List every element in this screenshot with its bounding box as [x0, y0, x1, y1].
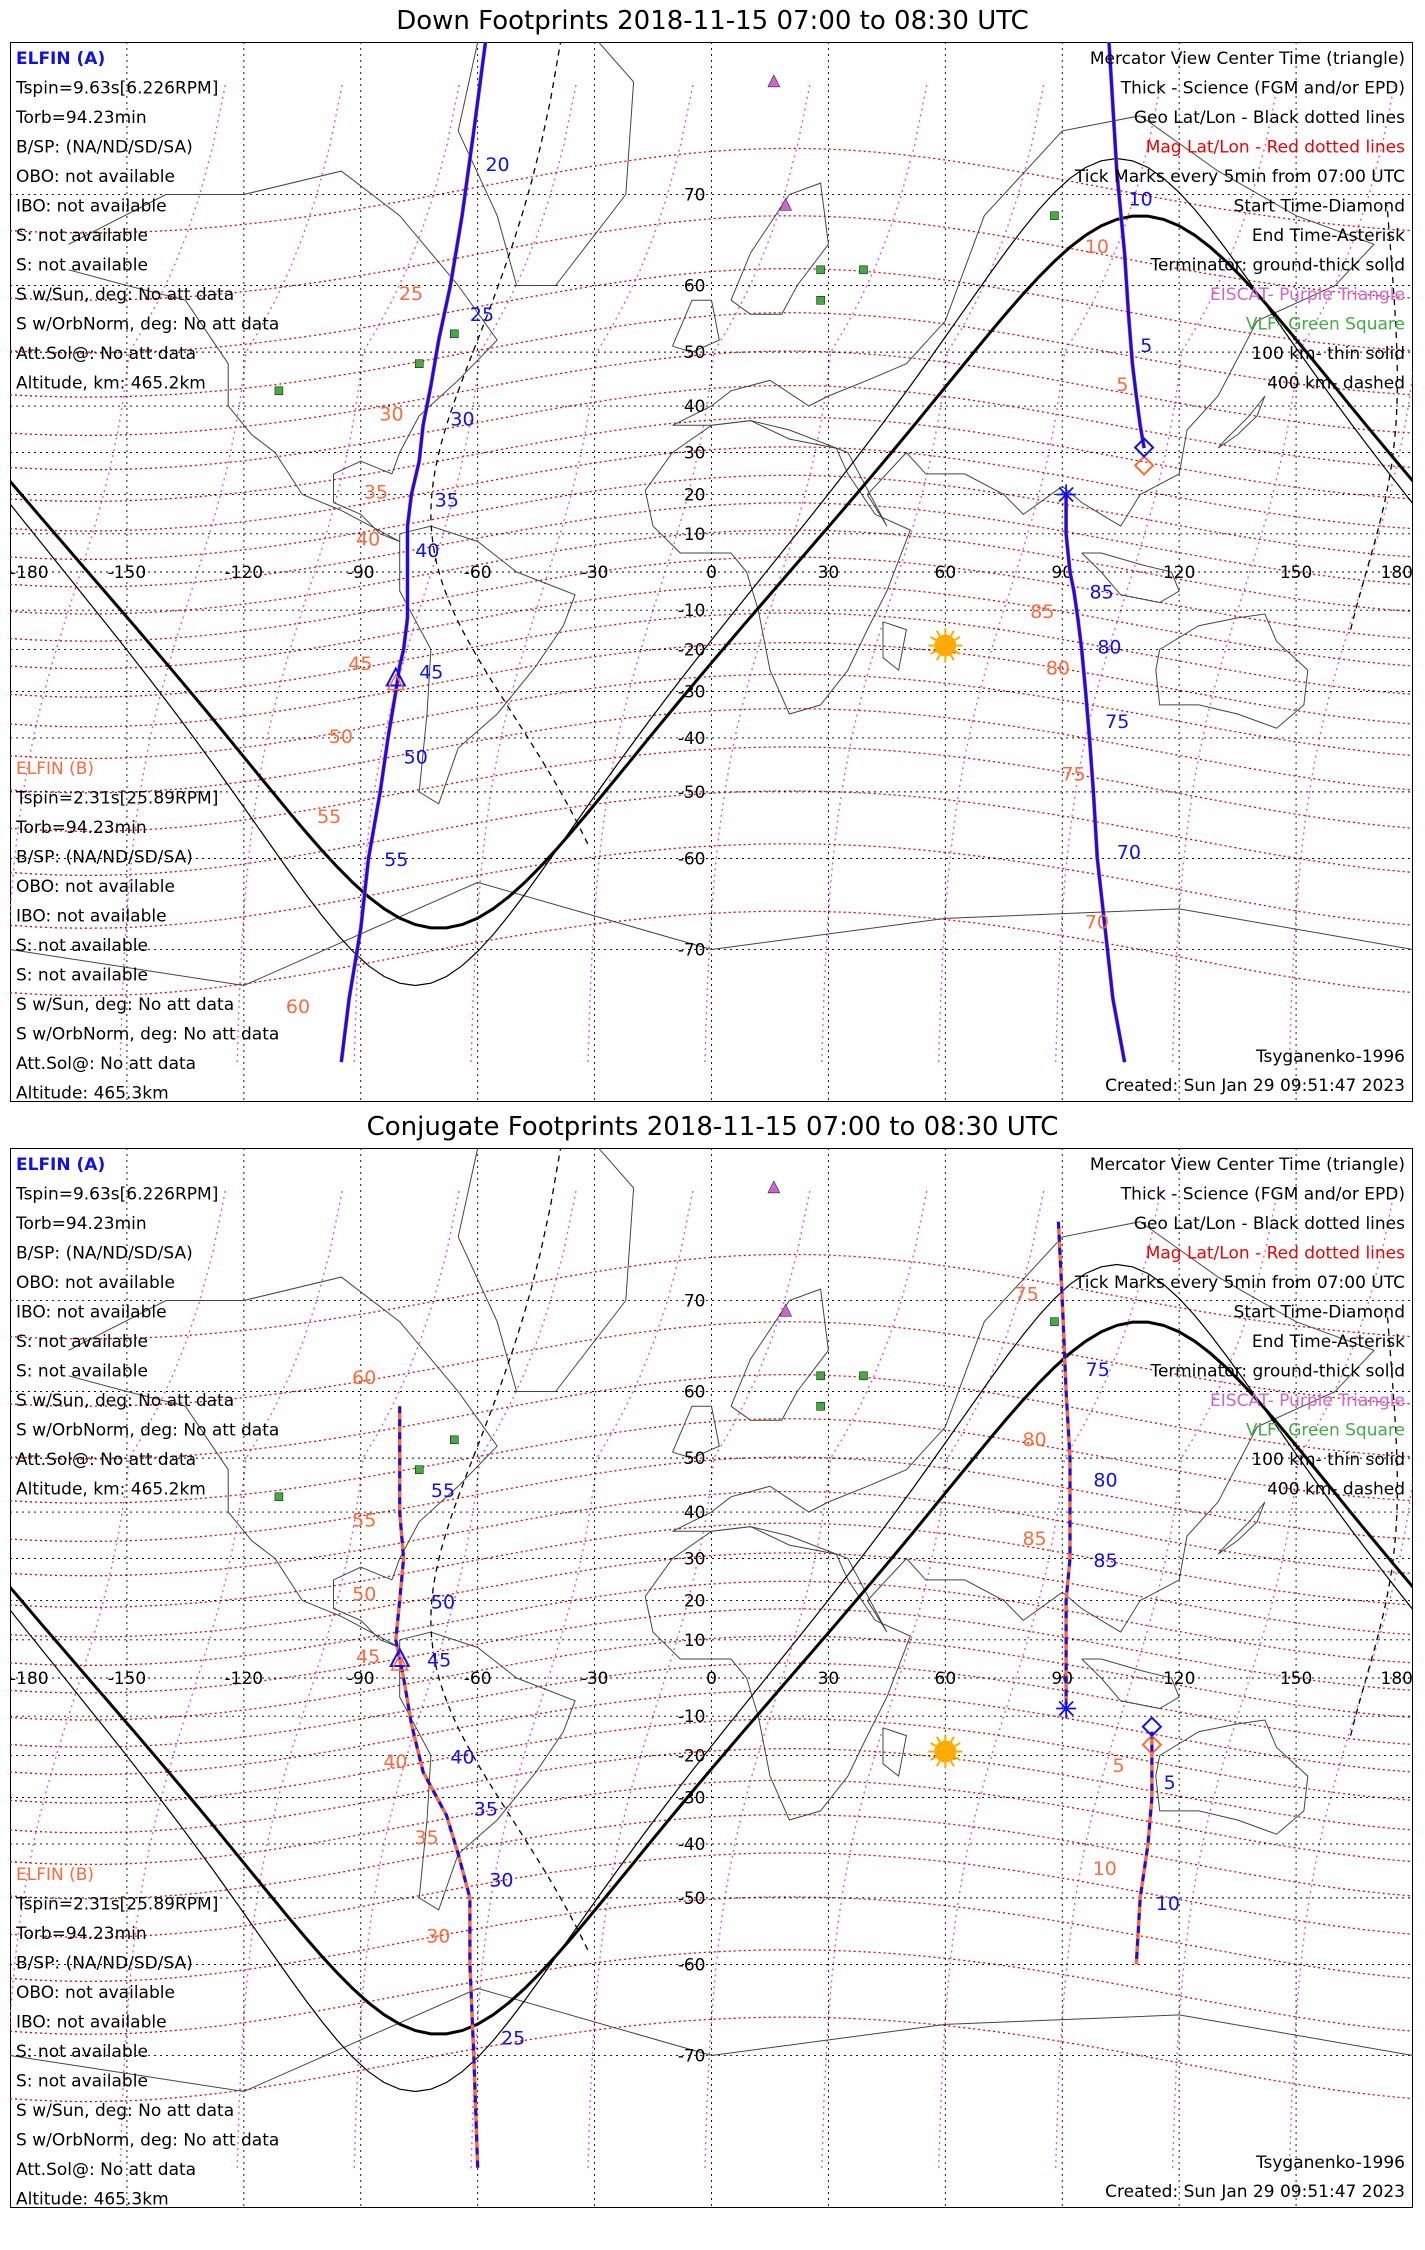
- elfin-a-info-line: Altitude, km: 465.2km: [16, 373, 206, 394]
- elfin-b-tick-label: 5: [1112, 1754, 1125, 1777]
- elfin-a-tick-label: 5: [1163, 1771, 1176, 1794]
- elfin-a-tick-label: 50: [430, 1591, 456, 1614]
- legend-line: Tick Marks every 5min from 07:00 UTC: [1074, 167, 1405, 187]
- legend-line: Thick - Science (FGM and/or EPD): [1120, 78, 1405, 99]
- x-tick-label: -180: [10, 1669, 49, 1689]
- elfin-b-info-line: OBO: not available: [16, 877, 175, 897]
- elfin-a-info-line: ELFIN (A): [16, 1155, 106, 1175]
- elfin-a-info-line: S: not available: [16, 226, 148, 246]
- elfin-b-info-line: Altitude: 465.3km: [16, 2189, 169, 2208]
- elfin-b-tick-label: 50: [328, 725, 353, 748]
- elfin-b-tick-label: 60: [352, 1366, 377, 1389]
- legend-line: 100 km- thin solid: [1251, 1450, 1405, 1470]
- legend-line: Mag Lat/Lon - Red dotted lines: [1145, 137, 1405, 158]
- y-tick-label: -70: [677, 2046, 706, 2067]
- elfin-a-tick-label: 10: [1128, 188, 1153, 211]
- legend-line: Terminator: ground-thick solid: [1150, 1361, 1405, 1382]
- y-tick-label: -50: [677, 1888, 706, 1909]
- y-tick-label: 70: [683, 185, 706, 206]
- legend-line: 100 km- thin solid: [1251, 344, 1405, 364]
- elfin-a-tick-label: 35: [434, 489, 459, 512]
- legend-line: Mag Lat/Lon - Red dotted lines: [1145, 1243, 1405, 1264]
- elfin-b-tick-label: 5: [1116, 373, 1129, 396]
- elfin-a-info-line: B/SP: (NA/ND/SD/SA): [16, 1243, 193, 1264]
- legend-line: Mercator View Center Time (triangle): [1089, 1155, 1405, 1175]
- legend-line: Start Time-Diamond: [1233, 1302, 1405, 1323]
- elfin-a-info-line: S w/OrbNorm, deg: No att data: [16, 1420, 280, 1441]
- elfin-b-tick-label: 30: [379, 403, 404, 426]
- y-tick-label: -60: [677, 1955, 706, 1976]
- vlf-square: [817, 266, 825, 274]
- elfin-a-info-line: S w/Sun, deg: No att data: [16, 285, 235, 305]
- elfin-a-tick-label: 30: [489, 1869, 514, 1892]
- y-tick-label: -30: [677, 1788, 706, 1809]
- elfin-b-tick-label: 85: [1030, 600, 1055, 623]
- elfin-b-tick-label: 80: [1022, 1429, 1047, 1452]
- map-frame-down: [10, 42, 1413, 1102]
- x-tick-label: 60: [934, 563, 957, 583]
- elfin-a-tick-label: 40: [415, 539, 440, 562]
- elfin-b-info-line: ELFIN (B): [16, 1865, 95, 1885]
- y-tick-label: -20: [677, 640, 706, 661]
- elfin-a-info-line: Att.Sol@: No att data: [16, 344, 197, 364]
- elfin-a-tick-label: 30: [450, 408, 475, 431]
- y-tick-label: -70: [677, 940, 706, 961]
- elfin-b-tick-label: 50: [352, 1583, 377, 1606]
- elfin-b-info-line: S: not available: [16, 2071, 148, 2092]
- y-tick-label: -10: [677, 1707, 706, 1728]
- elfin-b-info-line: IBO: not available: [16, 2012, 167, 2033]
- legend-line: End Time-Asterisk: [1251, 226, 1405, 246]
- elfin-a-info-line: Torb=94.23min: [16, 1214, 147, 1234]
- x-tick-label: 120: [1162, 1669, 1196, 1689]
- elfin-a-info-line: OBO: not available: [16, 167, 175, 187]
- elfin-a-info-line: S: not available: [16, 1332, 148, 1352]
- x-tick-label: -120: [224, 1669, 264, 1689]
- y-tick-label: -20: [677, 1746, 706, 1767]
- elfin-b-tick-label: 60: [285, 996, 311, 1019]
- y-tick-label: 40: [683, 1503, 706, 1524]
- elfin-a-info-line: S: not available: [16, 1361, 148, 1382]
- y-tick-label: 10: [683, 524, 706, 545]
- elfin-b-info-line: Tspin=2.31s[25.89RPM]: [16, 1894, 219, 1915]
- y-tick-label: 50: [683, 1449, 706, 1470]
- vlf-square: [275, 387, 283, 395]
- elfin-a-tick-label: 5: [1140, 335, 1153, 358]
- map-down: [10, 42, 1413, 1102]
- elfin-a-tick-label: 25: [469, 303, 495, 326]
- vlf-square: [275, 1493, 283, 1501]
- elfin-b-info-line: Att.Sol@: No att data: [16, 2160, 197, 2180]
- vlf-square: [450, 330, 458, 338]
- legend-line: End Time-Asterisk: [1251, 1332, 1405, 1352]
- elfin-a-info-line: S w/Sun, deg: No att data: [16, 1391, 235, 1411]
- legend-line: Tick Marks every 5min from 07:00 UTC: [1074, 1273, 1405, 1293]
- panel-title-conjugate: Conjugate Footprints 2018-11-15 07:00 to 08:30 UTC: [366, 1112, 1059, 1142]
- x-tick-label: 60: [934, 1669, 957, 1689]
- elfin-a-info-line: Altitude, km: 465.2km: [16, 1479, 206, 1500]
- map-frame-conjugate: [10, 1148, 1413, 2208]
- elfin-b-tick-label: 35: [363, 481, 389, 504]
- x-tick-label: 90: [1051, 563, 1074, 583]
- y-tick-label: -30: [677, 682, 706, 703]
- elfin-b-info-line: S: not available: [16, 936, 148, 956]
- sun-icon: [934, 1741, 956, 1763]
- elfin-b-info-line: Tspin=2.31s[25.89RPM]: [16, 788, 219, 809]
- elfin-b-info-line: OBO: not available: [16, 1983, 175, 2003]
- elfin-b-tick-label: 75: [1014, 1283, 1039, 1306]
- elfin-b-info-line: IBO: not available: [16, 906, 167, 927]
- elfin-b-tick-label: 75: [1061, 763, 1086, 786]
- y-tick-label: 40: [683, 397, 706, 418]
- elfin-b-tick-label: 30: [426, 1925, 451, 1948]
- y-tick-label: 60: [683, 1382, 706, 1403]
- x-tick-label: -150: [107, 563, 147, 583]
- elfin-b-info-line: Torb=94.23min: [16, 1924, 147, 1944]
- elfin-a-tick-label: 55: [384, 849, 409, 872]
- credit-line: Created: Sun Jan 29 09:51:47 2023: [1105, 1076, 1405, 1096]
- elfin-a-info-line: Tspin=9.63s[6.226RPM]: [16, 78, 219, 99]
- elfin-b-tick-label: 80: [1045, 657, 1071, 680]
- elfin-a-tick-label: 25: [501, 2027, 526, 2050]
- y-tick-label: -50: [677, 782, 706, 803]
- elfin-a-tick-label: 75: [1085, 1358, 1110, 1381]
- elfin-a-tick-label: 45: [419, 661, 444, 684]
- elfin-b-tick-label: 85: [1022, 1528, 1047, 1551]
- x-tick-label: 150: [1279, 1669, 1313, 1689]
- elfin-a-info-line: IBO: not available: [16, 1302, 167, 1323]
- y-tick-label: 10: [683, 1630, 706, 1651]
- y-tick-label: -40: [677, 1834, 706, 1855]
- vlf-square: [859, 266, 867, 274]
- x-tick-label: 30: [817, 563, 840, 583]
- elfin-a-tick-label: 85: [1089, 581, 1114, 604]
- elfin-a-info-line: IBO: not available: [16, 196, 167, 217]
- x-tick-label: -180: [10, 563, 49, 583]
- elfin-b-tick-label: 10: [1084, 236, 1110, 259]
- elfin-b-info-line: S w/Sun, deg: No att data: [16, 995, 235, 1015]
- vlf-square: [450, 1436, 458, 1444]
- y-tick-label: -60: [677, 849, 706, 870]
- x-tick-label: 30: [817, 1669, 840, 1689]
- x-tick-label: 180: [1380, 1669, 1413, 1689]
- credit-line: Tsyganenko-1996: [1255, 1047, 1405, 1067]
- elfin-b-tick-label: 40: [383, 1750, 408, 1773]
- elfin-b-info-line: S: not available: [16, 965, 148, 986]
- elfin-b-tick-label: 25: [398, 283, 424, 306]
- x-tick-label: 0: [706, 563, 717, 583]
- legend-line: Terminator: ground-thick solid: [1150, 255, 1405, 276]
- elfin-b-info-line: S w/Sun, deg: No att data: [16, 2101, 235, 2121]
- legend-line: Mercator View Center Time (triangle): [1089, 49, 1405, 69]
- x-tick-label: -150: [107, 1669, 147, 1689]
- elfin-a-tick-label: 80: [1093, 1469, 1118, 1492]
- elfin-b-tick-label: 40: [356, 528, 381, 551]
- elfin-a-tick-label: 40: [450, 1746, 475, 1769]
- vlf-square: [415, 1466, 423, 1474]
- y-tick-label: -10: [677, 601, 706, 622]
- x-tick-label: -90: [346, 563, 375, 583]
- legend-line: Thick - Science (FGM and/or EPD): [1120, 1184, 1405, 1205]
- elfin-b-info-line: S w/OrbNorm, deg: No att data: [16, 1024, 280, 1045]
- elfin-a-tick-label: 45: [427, 1649, 452, 1672]
- elfin-b-info-line: S w/OrbNorm, deg: No att data: [16, 2130, 280, 2151]
- vlf-square: [817, 1402, 825, 1410]
- x-tick-label: -90: [346, 1669, 375, 1689]
- elfin-b-info-line: B/SP: (NA/ND/SD/SA): [16, 847, 193, 868]
- elfin-a-info-line: S w/OrbNorm, deg: No att data: [16, 314, 280, 335]
- legend-line: EISCAT- Purple Triangle: [1210, 285, 1405, 305]
- x-tick-label: 180: [1380, 563, 1413, 583]
- y-tick-label: 30: [683, 1549, 706, 1570]
- elfin-a-info-line: S: not available: [16, 255, 148, 276]
- panel-title-down: Down Footprints 2018-11-15 07:00 to 08:30 UTC: [396, 6, 1029, 36]
- elfin-b-tick-label: 35: [414, 1826, 439, 1849]
- vlf-square: [1050, 1318, 1058, 1326]
- vlf-square: [859, 1372, 867, 1380]
- elfin-a-tick-label: 35: [473, 1798, 498, 1821]
- vlf-square: [817, 1372, 825, 1380]
- elfin-a-tick-label: 75: [1105, 711, 1130, 734]
- elfin-b-info-line: Torb=94.23min: [16, 818, 147, 838]
- elfin-b-info-line: ELFIN (B): [16, 759, 95, 779]
- elfin-b-tick-label: 10: [1092, 1858, 1117, 1881]
- legend-line: 400 km- dashed: [1267, 373, 1405, 394]
- elfin-a-tick-label: 55: [430, 1479, 456, 1502]
- x-tick-label: -30: [580, 563, 609, 583]
- elfin-a-tick-label: 70: [1116, 841, 1141, 864]
- map-conjugate: [10, 1148, 1413, 2208]
- y-tick-label: -40: [677, 728, 706, 749]
- x-tick-label: -30: [580, 1669, 609, 1689]
- legend-line: Geo Lat/Lon - Black dotted lines: [1133, 108, 1405, 128]
- elfin-a-tick-label: 50: [403, 746, 428, 769]
- elfin-a-tick-label: 85: [1093, 1550, 1118, 1573]
- y-tick-label: 20: [683, 485, 706, 506]
- elfin-a-info-line: B/SP: (NA/ND/SD/SA): [16, 137, 193, 158]
- x-tick-label: 150: [1279, 563, 1313, 583]
- y-tick-label: 30: [683, 443, 706, 464]
- y-tick-label: 70: [683, 1291, 706, 1312]
- legend-line: EISCAT- Purple Triangle: [1210, 1391, 1405, 1411]
- elfin-a-tick-label: 20: [485, 154, 510, 177]
- x-tick-label: -60: [463, 1669, 492, 1689]
- elfin-a-info-line: Torb=94.23min: [16, 108, 147, 128]
- elfin-b-tick-label: 45: [356, 1645, 381, 1668]
- elfin-b-info-line: Altitude: 465.3km: [16, 1083, 169, 1102]
- elfin-a-tick-label: 10: [1155, 1892, 1180, 1915]
- legend-line: VLF- Green Square: [1245, 1420, 1405, 1441]
- credit-line: Tsyganenko-1996: [1255, 2153, 1405, 2173]
- y-tick-label: 60: [683, 276, 706, 297]
- legend-line: 400 km- dashed: [1267, 1479, 1405, 1500]
- x-tick-label: 90: [1051, 1669, 1074, 1689]
- vlf-square: [817, 296, 825, 304]
- elfin-b-tick-label: 45: [348, 653, 373, 676]
- legend-line: Start Time-Diamond: [1233, 196, 1405, 217]
- legend-line: VLF- Green Square: [1245, 314, 1405, 335]
- elfin-a-info-line: Att.Sol@: No att data: [16, 1450, 197, 1470]
- elfin-b-tick-label: 55: [352, 1509, 377, 1532]
- x-tick-label: 120: [1162, 563, 1196, 583]
- legend-line: Geo Lat/Lon - Black dotted lines: [1133, 1214, 1405, 1234]
- elfin-b-info-line: B/SP: (NA/ND/SD/SA): [16, 1953, 193, 1974]
- x-tick-label: -120: [224, 563, 264, 583]
- elfin-a-tick-label: 80: [1097, 636, 1122, 659]
- elfin-a-info-line: Tspin=9.63s[6.226RPM]: [16, 1184, 219, 1205]
- x-tick-label: 0: [706, 1669, 717, 1689]
- y-tick-label: 20: [683, 1591, 706, 1612]
- elfin-b-info-line: S: not available: [16, 2042, 148, 2062]
- x-tick-label: -60: [463, 563, 492, 583]
- sun-icon: [934, 635, 956, 657]
- elfin-a-info-line: OBO: not available: [16, 1273, 175, 1293]
- elfin-a-info-line: ELFIN (A): [16, 49, 106, 69]
- elfin-b-tick-label: 70: [1084, 911, 1110, 934]
- elfin-b-tick-label: 55: [317, 806, 342, 829]
- credit-line: Created: Sun Jan 29 09:51:47 2023: [1105, 2182, 1405, 2202]
- vlf-square: [415, 360, 423, 368]
- vlf-square: [1050, 212, 1058, 220]
- y-tick-label: 50: [683, 343, 706, 364]
- elfin-b-info-line: Att.Sol@: No att data: [16, 1054, 197, 1074]
